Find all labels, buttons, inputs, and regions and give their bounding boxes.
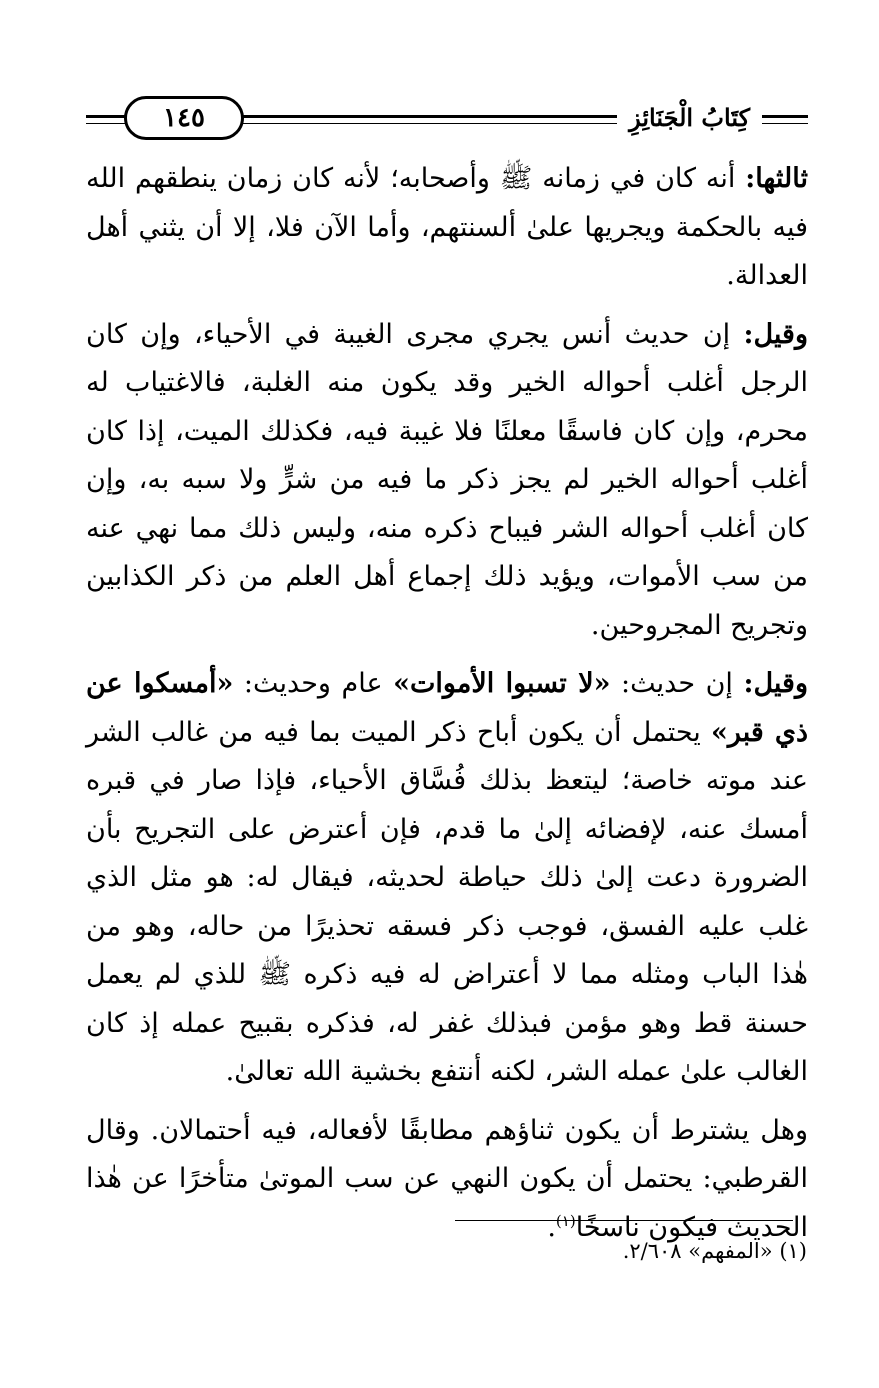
footnote-marker: (١) — [779, 1239, 807, 1263]
footnote-text: «المفهم» ٢/٦٠٨. — [622, 1239, 773, 1263]
paragraph-lead: وقيل: — [743, 668, 808, 699]
paragraph — [86, 1107, 808, 1253]
paragraph-text: أنه كان في زمانه ﷺ وأصحابه؛ لأنه كان زمان ينطقهم الله فيه بالحكمة ويجريها علىٰ ألسنتهم، وأما الآن فلا، إلا أن يثني أهل العدالة. — [86, 163, 808, 291]
footnote-separator — [455, 1220, 793, 1221]
paragraph-lead: وقيل: — [743, 318, 808, 350]
paragraph — [86, 311, 808, 651]
paragraph-text: إن حديث: — [610, 668, 744, 699]
paragraph — [86, 155, 808, 301]
footnote-ref[interactable]: (١) — [555, 1211, 576, 1230]
hadith-quote: «لا تسبوا الأموات» — [393, 668, 611, 699]
paragraph-end: . — [547, 1211, 556, 1243]
body-text — [86, 155, 808, 1252]
hadith-quote: «أمسكوا عن ذي قبر» — [86, 668, 808, 748]
running-title: كِتَابُ الْجَنَائِزِ — [617, 100, 762, 136]
paragraph-text: يحتمل أن يكون أباح ذكر الميت بما فيه من غالب الشر عند موته خاصة؛ ليتعظ بذلك فُسَّاق الأحياء، فإذا صار في قبره أمسك عنه، لإفضائه إلىٰ ما قدم، فإن أعترض على التجريح بأن الضرورة دعت إلىٰ ذلك حياطة لحديثه، فيقال له: هو مثل الذي غلب عليه الفسق، فوجب ذكر فسقه تحذيرًا من حاله، وهو من هٰذا الباب ومثله مما لا أعتراض له فيه ذكره ﷺ للذي لم يعمل حسنة قط وهو مؤمن فبذلك غفر له، فذكره بقبيح عمله إذ كان الغالب علىٰ عمله الشر، لكنه أنتفع بخشية الله تعالىٰ. — [86, 716, 808, 1087]
page-number: ١٤٥ — [124, 96, 244, 140]
paragraph-text: إن حديث أنس يجري مجرى الغيبة في الأحياء، وإن كان الرجل أغلب أحواله الخير وقد يكون منه الغلبة، فالاغتياب له محرم، وإن كان فاسقًا معلنًا فلا غيبة فيه، فكذلك الميت، إذا كان أغلب أحواله الخير لم يجز ذكر ما فيه من شرٍّ ولا سبه به، وإن كان أغلب أحواله الشر فيباح ذكره منه، وليس ذلك مما نهي عنه من سب الأموات، ويؤيد ذلك إجماع أهل العلم من ذكر الكذابين وتجريح المجروحين. — [86, 318, 808, 641]
paragraph — [86, 660, 808, 1097]
footnote — [407, 1236, 807, 1266]
paragraph-text: وهل يشترط أن يكون ثناؤهم مطابقًا لأفعاله، فيه أحتمالان. وقال القرطبي: يحتمل أن يكون النهي عن سب الموتىٰ متأخرًا عن هٰذا الحديث فيكون ناسخًا — [86, 1114, 808, 1243]
paragraph-text: عام وحديث: — [233, 668, 394, 699]
page-header — [86, 96, 808, 140]
paragraph-lead: ثالثها: — [745, 163, 808, 194]
